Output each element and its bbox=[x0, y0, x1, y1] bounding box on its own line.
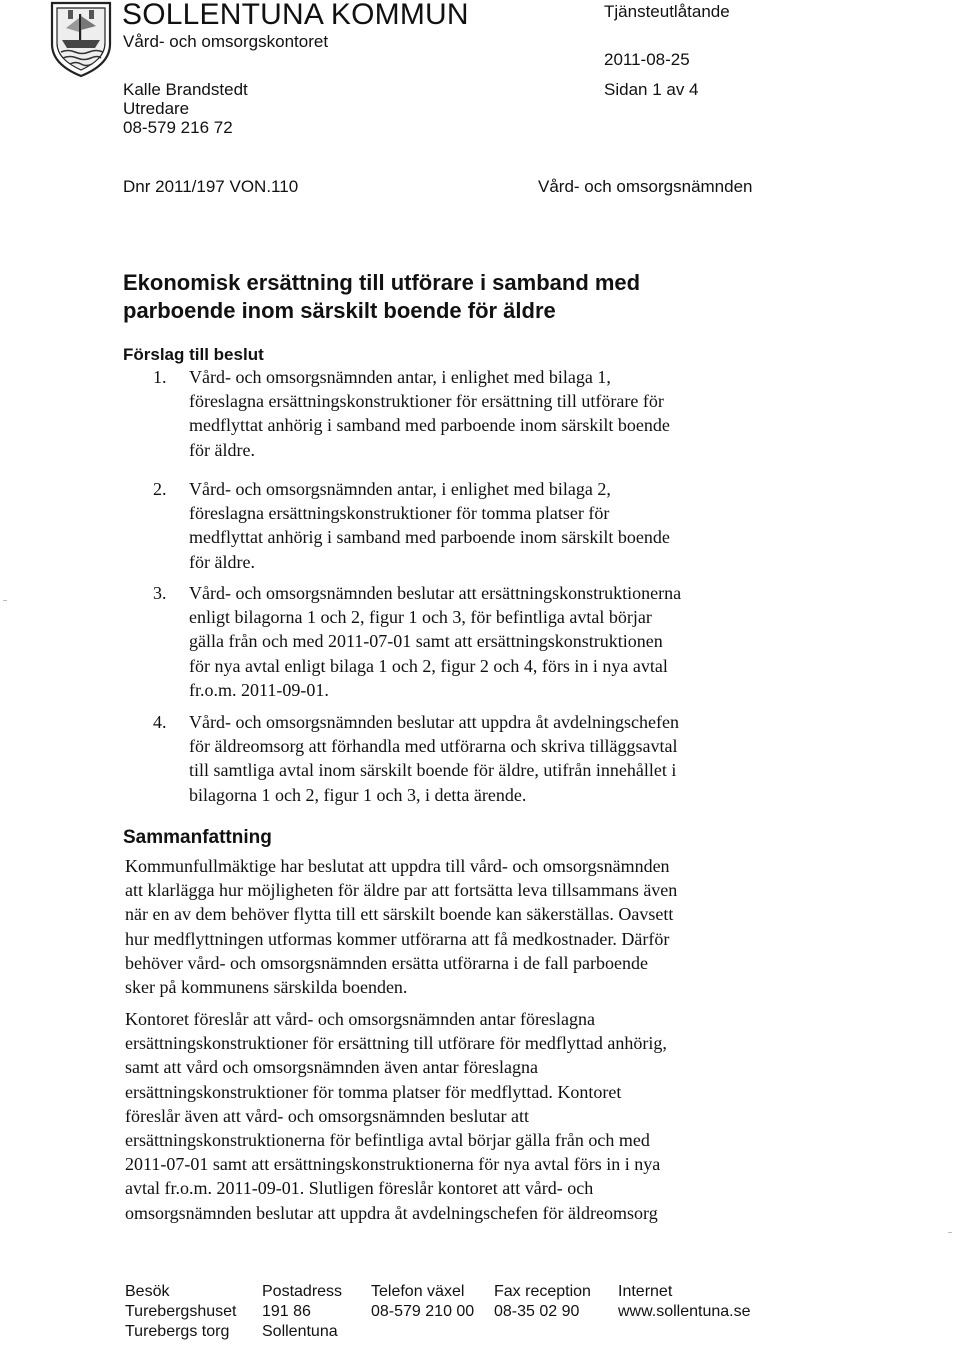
footer-value: Sollentuna bbox=[262, 1323, 338, 1340]
document-type: Tjänsteutlåtande bbox=[604, 2, 730, 21]
title-line: parboende inom särskilt boende för äldre bbox=[123, 298, 556, 323]
item-line: bilagorna 1 och 2, figur 1 och 3, i detta ärende. bbox=[189, 784, 527, 805]
footer-value: 08-579 210 00 bbox=[371, 1303, 475, 1320]
footer-label: Postadress bbox=[262, 1283, 343, 1300]
paragraph-line: behöver vård- och omsorgsnämnden ersätta utförarna i de fall parboende bbox=[125, 952, 648, 973]
summary-paragraph bbox=[125, 1007, 667, 1225]
department-name: Vård- och omsorgskontoret bbox=[123, 32, 329, 51]
footer-column-postal bbox=[262, 1282, 342, 1342]
footer-column-visit bbox=[125, 1282, 236, 1342]
paragraph-line: hur medflyttningen utformas kommer utförarna att få medkostnader. Därför bbox=[125, 928, 670, 949]
footer-label: Internet bbox=[618, 1283, 673, 1300]
author-title: Utredare bbox=[123, 99, 190, 118]
item-number: 2. bbox=[153, 479, 167, 499]
organization-name: SOLLENTUNA KOMMUN bbox=[122, 0, 469, 31]
paragraph-line: ersättningskonstruktioner för tomma platser för medflyttad. Kontoret bbox=[125, 1081, 622, 1102]
author-name: Kalle Brandstedt bbox=[123, 80, 248, 99]
summary-paragraph bbox=[125, 854, 677, 999]
item-line: för nya avtal enligt bilaga 1 och 2, figur 2 och 4, förs in i nya avtal bbox=[189, 655, 668, 676]
item-line: Vård- och omsorgsnämnden beslutar att ersättningskonstruktionerna bbox=[189, 583, 682, 603]
item-number: 1. bbox=[153, 367, 167, 387]
scan-artifact bbox=[948, 1232, 952, 1233]
footer-value: Turebergs torg bbox=[125, 1323, 230, 1340]
item-line: medflyttat anhörig i samband med parboende inom särskilt boende bbox=[189, 527, 670, 548]
document-title bbox=[123, 269, 640, 325]
paragraph-line: att klarlägga hur möjligheten för äldre par att fortsätta leva tillsammans även bbox=[125, 880, 678, 901]
reference-number: Dnr 2011/197 VON.110 bbox=[123, 177, 299, 196]
item-line: för äldreomsorg att förhandla med utförarna och skriva tilläggsavtal bbox=[189, 736, 678, 757]
title-line: Ekonomisk ersättning till utförare i samband med bbox=[123, 270, 641, 295]
footer-label: Fax reception bbox=[494, 1283, 591, 1300]
author-phone: 08-579 216 72 bbox=[123, 118, 233, 137]
item-line: Vård- och omsorgsnämnden beslutar att uppdra åt avdelningschefen bbox=[189, 712, 680, 732]
item-line: till samtliga avtal inom särskilt boende för äldre, utifrån innehållet i bbox=[189, 760, 677, 781]
paragraph-line: Kontoret föreslår att vård- och omsorgsnämnden antar föreslagna bbox=[125, 1009, 596, 1029]
section-heading-proposal: Förslag till beslut bbox=[123, 345, 264, 364]
paragraph-line: samt att vård och omsorgsnämnden även antar föreslagna bbox=[125, 1057, 539, 1078]
footer-value: 08-35 02 90 bbox=[494, 1303, 580, 1320]
author-block bbox=[123, 80, 248, 137]
item-line: för äldre. bbox=[189, 439, 255, 460]
footer-value: 191 86 bbox=[262, 1303, 311, 1320]
item-line: medflyttat anhörig i samband med parboende inom särskilt boende bbox=[189, 415, 670, 436]
item-number: 4. bbox=[153, 712, 167, 732]
item-line: gälla från och med 2011-07-01 samt att ersättningskonstruktionen bbox=[189, 631, 663, 652]
item-line: enligt bilagorna 1 och 2, figur 1 och 3, för befintliga avtal börjar bbox=[189, 607, 652, 628]
paragraph-line: sker på kommunens särskilda boenden. bbox=[125, 976, 408, 997]
paragraph-line: ersättningskonstruktionerna för befintliga avtal börjar gälla från och med bbox=[125, 1129, 650, 1150]
item-line: Vård- och omsorgsnämnden antar, i enlighet med bilaga 1, bbox=[189, 367, 611, 387]
item-line: föreslagna ersättningskonstruktioner för tomma platser för bbox=[189, 503, 610, 524]
paragraph-line: föreslår även att vård- och omsorgsnämnden beslutar att bbox=[125, 1105, 530, 1126]
recipient: Vård- och omsorgsnämnden bbox=[538, 177, 753, 196]
item-number: 3. bbox=[153, 583, 167, 603]
paragraph-line: avtal fr.o.m. 2011-09-01. Slutligen föreslår kontoret att vård- och bbox=[125, 1178, 594, 1199]
item-line: föreslagna ersättningskonstruktioner för ersättning till utförare för bbox=[189, 391, 664, 412]
footer-column-fax bbox=[494, 1282, 591, 1322]
paragraph-line: 2011-07-01 samt att ersättningskonstruktionerna för nya avtal förs in i nya bbox=[125, 1154, 661, 1175]
footer-column-phone bbox=[371, 1282, 474, 1322]
paragraph-line: när en av dem behöver flytta till ett särskilt boende kan säkerställas. Oavsett bbox=[125, 904, 674, 925]
scan-artifact bbox=[3, 600, 7, 601]
footer-column-internet bbox=[618, 1282, 751, 1322]
footer-link[interactable]: www.sollentuna.se bbox=[618, 1303, 751, 1320]
item-line: för äldre. bbox=[189, 551, 255, 572]
paragraph-line: ersättningskonstruktioner för ersättning till utförare för medflyttad anhörig, bbox=[125, 1033, 667, 1054]
footer-value: Turebergshuset bbox=[125, 1303, 237, 1320]
page-indicator: Sidan 1 av 4 bbox=[604, 80, 699, 99]
item-line: fr.o.m. 2011-09-01. bbox=[189, 679, 329, 700]
paragraph-line: Kommunfullmäktige har beslutat att uppdra till vård- och omsorgsnämnden bbox=[125, 856, 670, 876]
footer-label: Telefon växel bbox=[371, 1283, 465, 1300]
paragraph-line: omsorgsnämnden beslutar att uppdra åt avdelningschefen för äldreomsorg bbox=[125, 1202, 658, 1223]
footer-label: Besök bbox=[125, 1283, 170, 1300]
item-line: Vård- och omsorgsnämnden antar, i enlighet med bilaga 2, bbox=[189, 479, 611, 499]
section-heading-summary: Sammanfattning bbox=[123, 827, 272, 848]
coat-of-arms-icon bbox=[48, 0, 114, 78]
document-date: 2011-08-25 bbox=[604, 50, 690, 69]
